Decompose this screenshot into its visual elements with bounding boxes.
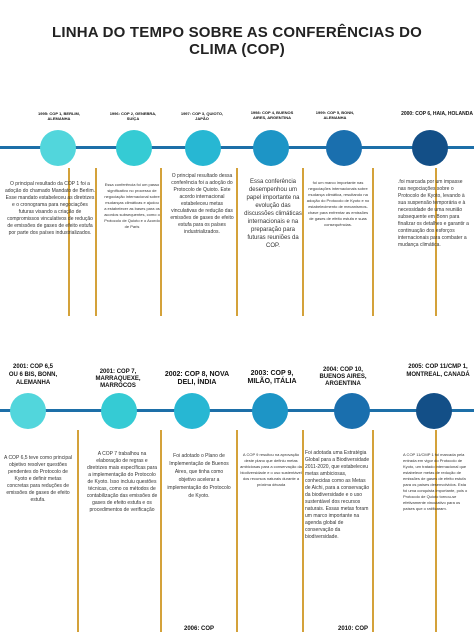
event-label: 2001: COP 7, MARRAQUEXE, MARROCOS (95, 369, 141, 389)
event-description: .foi marcada por um impasse nas negociações sobre o Protocolo de Kyoto, levando à sua suspensão temporária e à necessidade de uma reunião subsequente em Bonn para finalizar os detalhes e garantir a continuação dos esforços internacionais para combater a mudança climática. (398, 179, 469, 248)
event-label: 2004: COP 10, BUENOS AIRES, ARGENTINA (319, 367, 367, 387)
connector-line (236, 430, 238, 632)
event-label: 1999: COP 5, BONN, ALEMANHA (315, 110, 355, 120)
timeline-node-circle (334, 393, 370, 429)
event-label: 1998: COP 4, BUENOS AIRES, ARGENTINA (250, 110, 294, 120)
event-label-partial: 2006: COP (184, 626, 215, 632)
timeline-node-circle (10, 393, 46, 429)
timeline-node-circle (412, 130, 448, 166)
event-label-partial: 2010: COP (338, 626, 369, 632)
timeline-line-row2 (0, 409, 474, 412)
event-description: foi um marco importante nas negociações internacionais sobre mudança climática, resultando na adoção do Protocolo de Kyoto e no estabelecimento de mecanismos-chave para enfrentar as emissões de gases de efeito estufa e suas consequências. (306, 180, 370, 227)
event-label: 2000: COP 6, HAIA, HOLANDA (401, 111, 473, 117)
connector-line (372, 168, 374, 316)
event-label: 2003: COP 9, MILÃO, ITÁLIA (247, 370, 297, 385)
event-description: A COP 11/CMP 1 foi marcada pela entrada em vigor do Protocolo de Kyoto, um tratado internacional que estabelece metas de redução de emissões de gases de efeito estufa para os países desenvolvidos. Esta foi uma conquista importante, pois o Protocolo de Quioto tornou-se efetivamente vinculativo para os países que o ratificaram. (403, 452, 468, 511)
timeline-node-circle (116, 130, 152, 166)
event-description: Essa conferência desempenhou um papel importante na evolução das discussões climáticas internacionais e na preparação para futuras reuniões da COP. (244, 179, 302, 249)
connector-line (160, 168, 162, 316)
page-title: LINHA DO TEMPO SOBRE AS CONFERÊNCIAS DO CLIMA (COP) (51, 24, 423, 58)
connector-line (302, 430, 304, 632)
timeline-node-circle (416, 393, 452, 429)
event-label: 2002: COP 8, NOVA DELI, ÍNDIA (164, 371, 230, 386)
timeline-node-circle (253, 130, 289, 166)
timeline-node-circle (326, 130, 362, 166)
event-description: A COP 6,5 teve como principal objetivo resolver questões pendentes do Protocolo de Kyoto e definir metas concretas para reduções de emissões de gases de efeito estufa. (4, 455, 72, 503)
event-description: O principal resultado dessa conferência foi a adoção do Protocolo de Quioto. Este acordo internacional estabeleceu metas vinculativas de redução das emissões de gases de efeito estufa para os países industrializados. (170, 173, 234, 235)
connector-line (160, 430, 162, 632)
connector-line (236, 168, 238, 316)
timeline-node-circle (40, 130, 76, 166)
event-description: Essa conferência foi um passo significativo no processo de negociação internacional sobre mudanças climáticas e ajudou a estabelecer as bases para os acordos subsequentes, como o Protocolo de Quioto e o Acordo de Paris (104, 182, 160, 229)
event-description: A COP 7 trabalhou na elaboração de regras e diretrizes mais específicas para a implementação do Protocolo de Kyoto. Isso incluiu questões técnicas, como os métodos de contabilização das emissões de gases de efeito estufa e os procedimentos de verificação (86, 451, 158, 513)
connector-line (77, 430, 79, 632)
event-label: 1997: COP 3, QUIOTO, JAPÃO (180, 111, 224, 121)
timeline-node-circle (185, 130, 221, 166)
event-description: A COP 9 resultou na aprovação deste plano que definiu metas ambiciosas para a conservação da biodiversidade e o uso sustentável dos recursos naturais durante a próxima década (240, 452, 302, 487)
event-label: 1995: COP 1, BERLIM, ALEMANHA (38, 111, 80, 121)
connector-line (372, 430, 374, 632)
event-label: 1996: COP 2, GENEBRA, SUÍÇA (109, 111, 157, 121)
event-description: Foi adotado o Plano de Implementação de Buenos Aires, que tinha como objetivo acelerar a implementação do Protocolo de Kyoto. (167, 453, 231, 499)
event-label: 2005: COP 11/CMP 1, MONTREAL, CANADÁ (406, 364, 470, 378)
timeline-node-circle (101, 393, 137, 429)
timeline-node-circle (174, 393, 210, 429)
event-description: O principal resultado da COP 1 foi a adoção do chamado Mandato de Berlim. Esse mandato estabeleceu as diretrizes e o cronograma para negociações futuras visando a criação de compromissos vinculativos de redução de emissões de gases de efeito estufa por parte dos países industrializados. (4, 181, 96, 236)
event-label: 2001: COP 6,5 OU 6 BIS, BONN, ALEMANHA (8, 364, 58, 386)
timeline-node-circle (252, 393, 288, 429)
event-description: Foi adotada uma Estratégia Global para a Biodiversidade 2011-2020, que estabeleceu metas ambiciosas, conhecidas como as Metas de Aichi, para a conservação da biodiversidade e o uso sustentável dos recursos naturais. Essas metas foram um marco importante na agenda global de conservação da biodiversidade. (305, 450, 370, 540)
